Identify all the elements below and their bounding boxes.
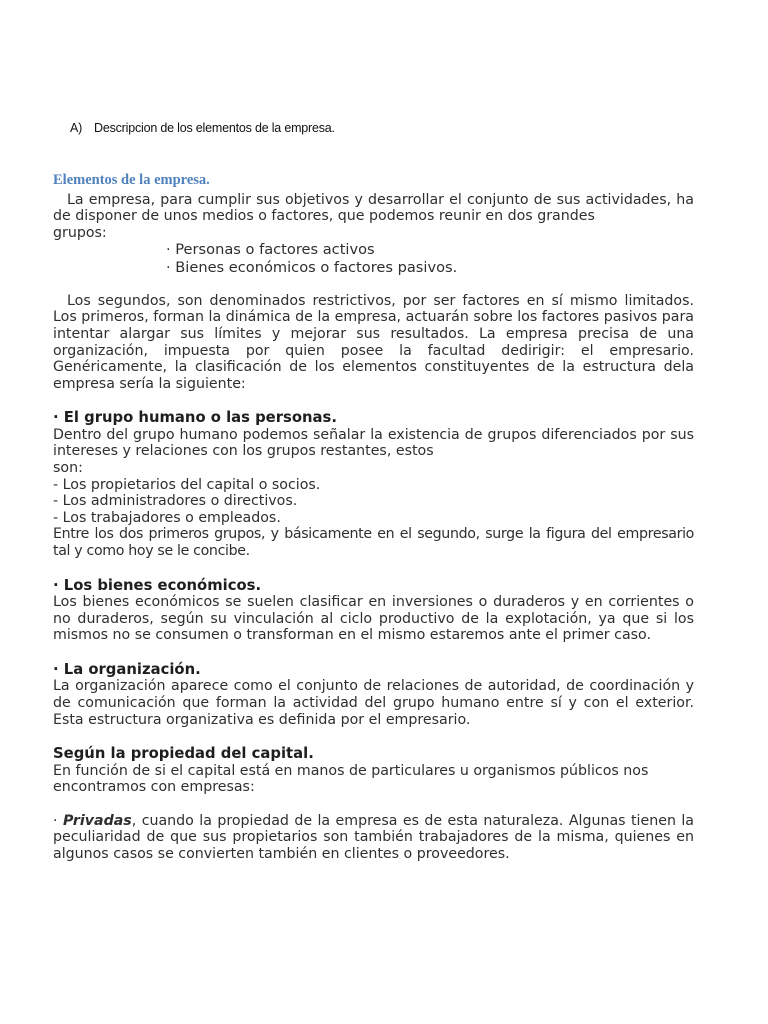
privadas-paragraph [53,813,694,863]
grupo-humano-closing: Entre los dos primeros grupos, y básicamente en el segundo, surge la figura del empresario tal y como hoy se le concibe. [53,526,694,559]
subtitle: Elementos de la empresa. [53,172,210,188]
bullet: · [53,812,63,829]
privadas-label: Privadas [62,812,132,829]
propiedad-text: En función de si el capital está en manos de particulares u organismos públicos nos encontramos con empresas: [53,762,649,796]
intro-paragraph: La empresa, para cumplir sus objetivos y desarrollar el conjunto de sus actividades, ha de disponer de unos medios o factores, que podemos reunir en dos grandes [53,191,694,225]
document-body [53,172,694,863]
section-heading-text: Descripcion de los elementos de la empresa. [94,121,335,135]
bienes-text: Los bienes económicos se suelen clasificar en inversiones o duraderos y en corrientes o no duraderos, según su vinculación al ciclo productivo de la explotación, ya que si los mismos no se consumen o transforman en el mismo estaremos ante el primer caso. [53,594,694,644]
list-item: - Los administradores o directivos. [53,493,298,510]
privadas-text: , cuando la propiedad de la empresa es de esta naturaleza. Algunas tienen la peculiaridad de que sus propietarios son también trabajadores de la misma, quienes en algunos casos se convierten también en clientes o proveedores. [53,812,694,863]
intro-paragraph-end: grupos: [53,224,107,241]
paragraph-restrictivos: Los segundos, son denominados restrictivos, por ser factores en sí mismo limitados. Los primeros, forman la dinámica de la empresa, actuarán sobre los factores pasivos para intentar alargar sus límites y mejorar sus resultados. La empresa precisa de una organización, impuesta por quien posee la facultad dedirigir: el empresario. Genéricamente, la clasificación de los elementos constituyentes de la estructura dela empresa sería la siguiente: [53,292,694,392]
section-heading [70,121,335,135]
propiedad-title: Según la propiedad del capital. [53,745,314,763]
grupo-humano-title: · El grupo humano o las personas. [53,409,337,427]
factor-item: · Personas o factores activos [166,241,375,259]
grupo-humano-text: Dentro del grupo humano podemos señalar la existencia de grupos diferenciados por sus intereses y relaciones con los grupos restantes, estos [53,426,694,460]
organizacion-title: · La organización. [53,660,201,678]
organizacion-text: La organización aparece como el conjunto de relaciones de autoridad, de coordinación y de comunicación que forman la actividad del grupo humano entre sí y con el exterior. Esta estructura organizativa es definida por el empresario. [53,678,694,728]
factor-item: · Bienes económicos o factores pasivos. [166,258,458,276]
list-item: - Los trabajadores o empleados. [53,509,281,526]
section-marker: A) [70,121,83,135]
grupo-humano-son: son: [53,460,83,477]
bienes-title: · Los bienes económicos. [53,576,262,594]
list-item: - Los propietarios del capital o socios. [53,476,321,493]
